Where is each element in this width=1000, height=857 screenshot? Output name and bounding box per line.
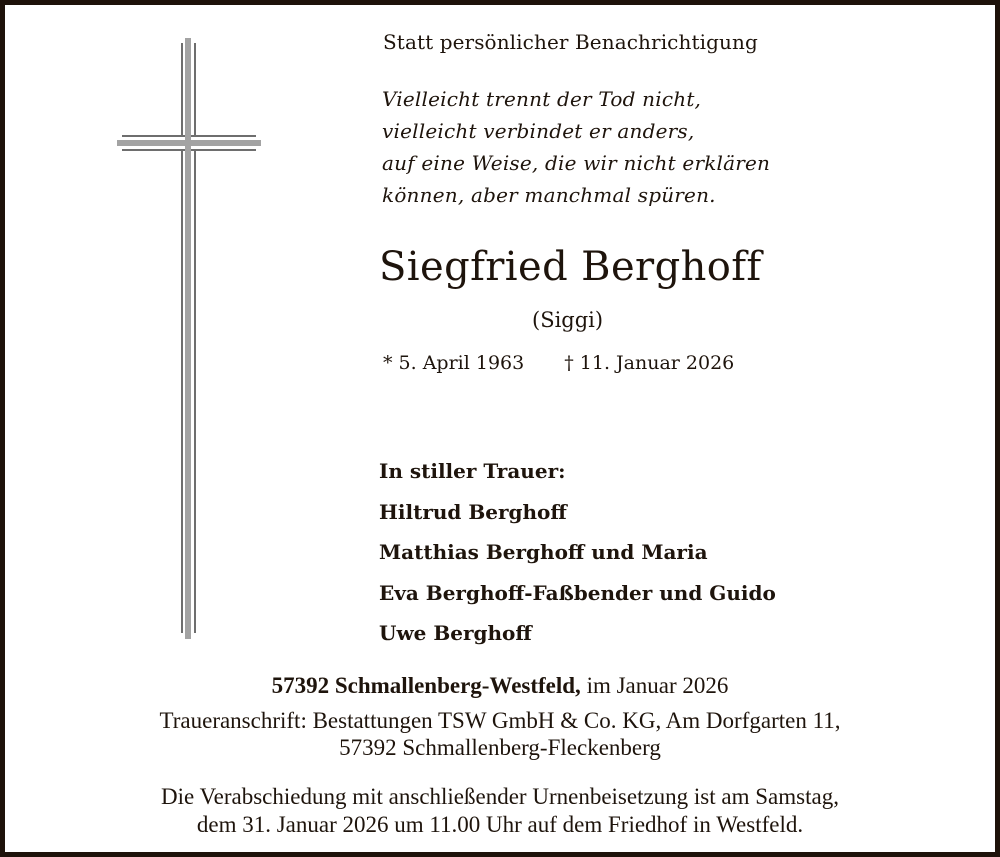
place: 57392 Schmallenberg-Westfeld, — [271, 673, 581, 698]
life-dates — [383, 352, 734, 374]
mourner-name: Matthias Berghoff und Maria — [379, 540, 708, 564]
service-line: Die Verabschiedung mit anschließender Urnenbeisetzung ist am Samstag, — [161, 784, 839, 809]
service-info — [0, 783, 1000, 839]
mourners-heading: In stiller Trauer: — [379, 459, 566, 483]
deceased-name: Siegfried Berghoff — [379, 244, 762, 290]
poem-line: Vielleicht trennt der Tod nicht, — [382, 87, 702, 111]
poem — [382, 83, 770, 211]
death-date: † 11. Januar 2026 — [564, 352, 735, 374]
address-line: 57392 Schmallenberg-Fleckenberg — [339, 735, 661, 760]
mourning-address — [0, 707, 1000, 761]
date: im Januar 2026 — [580, 673, 729, 698]
poem-line: können, aber manchmal spüren. — [382, 183, 716, 207]
deceased-nickname: (Siggi) — [532, 308, 604, 332]
service-line: dem 31. Januar 2026 um 11.00 Uhr auf dem Friedhof in Westfeld. — [196, 812, 804, 837]
mourners-list — [379, 451, 776, 654]
mourner-name: Hiltrud Berghoff — [379, 499, 567, 524]
place-and-date — [0, 673, 1000, 699]
birth-date: * 5. April 1963 — [383, 352, 525, 374]
poem-line: vielleicht verbindet er anders, — [382, 119, 695, 143]
mourner-name: Uwe Berghoff — [379, 621, 532, 645]
mourner-name: Eva Berghoff-Faßbender und Guido — [379, 580, 776, 605]
notice-header: Statt persönlicher Benachrichtigung — [383, 30, 758, 54]
poem-line: auf eine Weise, die wir nicht erklären — [382, 151, 771, 175]
address-line: Traueranschrift: Bestattungen TSW GmbH & Co. KG, Am Dorfgarten 11, — [159, 708, 841, 733]
